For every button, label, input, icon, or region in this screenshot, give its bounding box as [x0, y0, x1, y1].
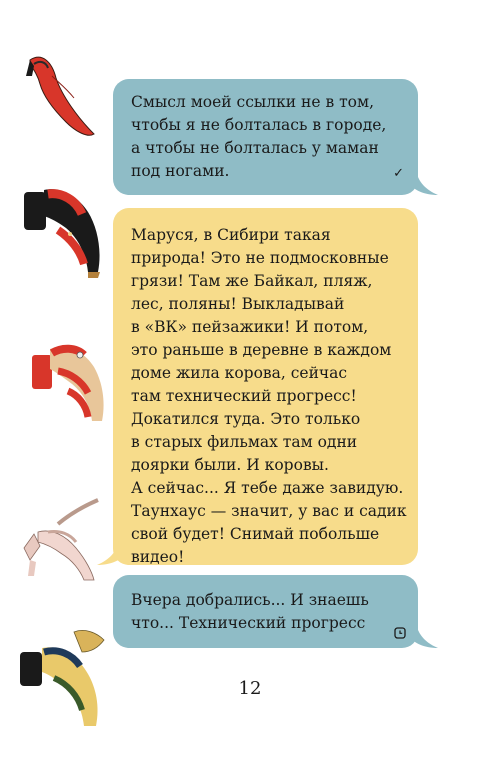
message-line: Вчера добрались... И знаешь [131, 591, 369, 609]
message-line: природа! Это не подмосковные [131, 249, 389, 267]
message-line: Таунхаус — значит, у вас и садик [131, 502, 407, 520]
message-line: Смысл моей ссылки не в том, [131, 93, 374, 111]
bubble-tail [410, 623, 438, 649]
message-line: а чтобы не болталась у маман [131, 139, 379, 157]
message-line: Маруся, в Сибири такая [131, 226, 331, 244]
message-bubble-outgoing [113, 575, 418, 648]
message-line: доярки были. И коровы. [131, 456, 329, 474]
black-red-sandal-icon [18, 172, 108, 282]
message-line: под ногами. [131, 162, 230, 180]
message-line: свой будет! Снимай побольше [131, 525, 380, 543]
message-line: это раньше в деревне в каждом [131, 341, 392, 359]
message-line: в «ВК» пейзажики! И потом, [131, 318, 369, 336]
message-line: что... Технический прогресс [131, 614, 366, 632]
message-line: в старых фильмах там одни [131, 433, 358, 451]
message-line: видео! [131, 548, 185, 566]
red-slingback-shoe-icon [22, 40, 102, 140]
check-icon: ✓ [393, 166, 404, 181]
message-line: А сейчас... Я тебе даже завидую. [131, 479, 404, 497]
black-yellow-sandal-icon [14, 622, 114, 732]
pink-strappy-sandal-icon [18, 488, 108, 583]
message-bubble-outgoing [113, 79, 418, 195]
bubble-tail [410, 170, 438, 196]
message-line: лес, поляны! Выкладывай [131, 295, 345, 313]
clock-icon [394, 627, 406, 639]
message-bubble-incoming [113, 208, 418, 565]
bubble-tail [97, 540, 125, 566]
page-number: 12 [238, 678, 262, 699]
message-line: чтобы я не болталась в городе, [131, 116, 387, 134]
message-line: доме жила корова, сейчас [131, 364, 348, 382]
message-line: там технический прогресс! [131, 387, 357, 405]
message-line: грязи! Там же Байкал, пляж, [131, 272, 373, 290]
red-strappy-sandal-icon [22, 325, 112, 430]
message-line: Докатился туда. Это только [131, 410, 361, 428]
